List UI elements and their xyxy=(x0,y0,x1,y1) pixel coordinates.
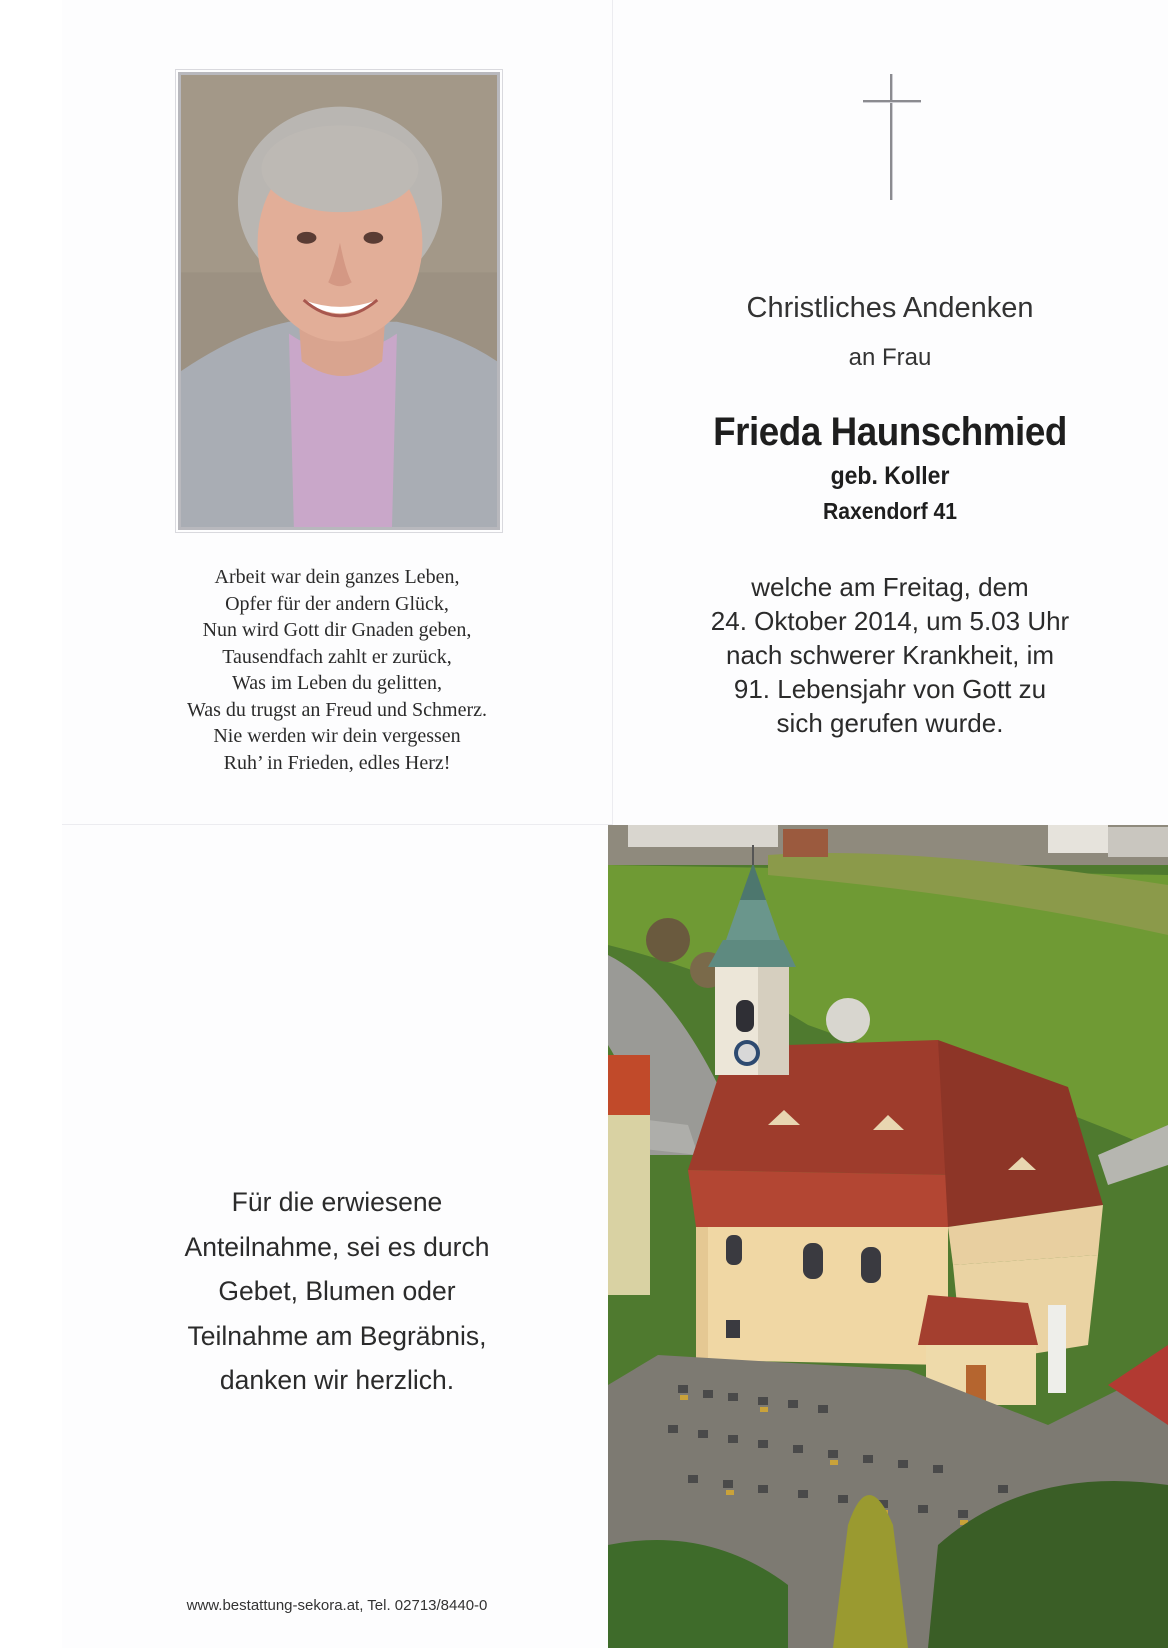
thanks-message xyxy=(62,1180,612,1403)
poem-line: Arbeit war dein ganzes Leben, xyxy=(214,566,460,588)
address: Raxendorf 41 xyxy=(822,498,958,524)
deceased-name: Frieda Haunschmied xyxy=(713,410,1067,454)
poem-line: Nie werden wir dein vergessen xyxy=(213,725,461,747)
notice-line: 24. Oktober 2014, um 5.03 Uhr xyxy=(710,606,1070,636)
portrait-photo xyxy=(178,72,500,530)
salutation: an Frau xyxy=(848,344,932,371)
notice-line: sich gerufen wurde. xyxy=(776,708,1004,738)
notice-line: 91. Lebensjahr von Gott zu xyxy=(733,674,1047,704)
poem-line: Ruh’ in Frieden, edles Herz! xyxy=(223,751,451,774)
memorial-heading: Christliches Andenken xyxy=(746,292,1034,324)
notice-line: nach schwerer Krankheit, im xyxy=(725,640,1055,670)
funeral-home-contact: www.bestattung-sekora.at, Tel. 02713/8440-0 xyxy=(186,1597,488,1614)
poem-line: Nun wird Gott dir Gnaden geben, xyxy=(202,619,472,641)
thanks-line: Teilnahme am Begräbnis, xyxy=(187,1320,487,1351)
poem-line: Was im Leben du gelitten, xyxy=(232,672,442,694)
thanks-line: Gebet, Blumen oder xyxy=(218,1276,456,1306)
thanks-line: danken wir herzlich. xyxy=(219,1365,455,1395)
poem-line: Was du trugst an Freud und Schmerz. xyxy=(187,698,487,721)
memorial-poem xyxy=(62,564,612,776)
poem-line: Tausendfach zahlt er zurück, xyxy=(222,645,452,668)
death-notice xyxy=(612,570,1168,740)
notice-line: welche am Freitag, dem xyxy=(751,572,1029,602)
church-photo xyxy=(608,825,1168,1648)
thanks-line: Für die erwiesene xyxy=(231,1187,443,1217)
cross-icon xyxy=(862,72,922,202)
thanks-line: Anteilnahme, sei es durch xyxy=(184,1231,490,1262)
poem-line: Opfer für der andern Glück, xyxy=(225,592,449,615)
maiden-name: geb. Koller xyxy=(830,462,950,490)
